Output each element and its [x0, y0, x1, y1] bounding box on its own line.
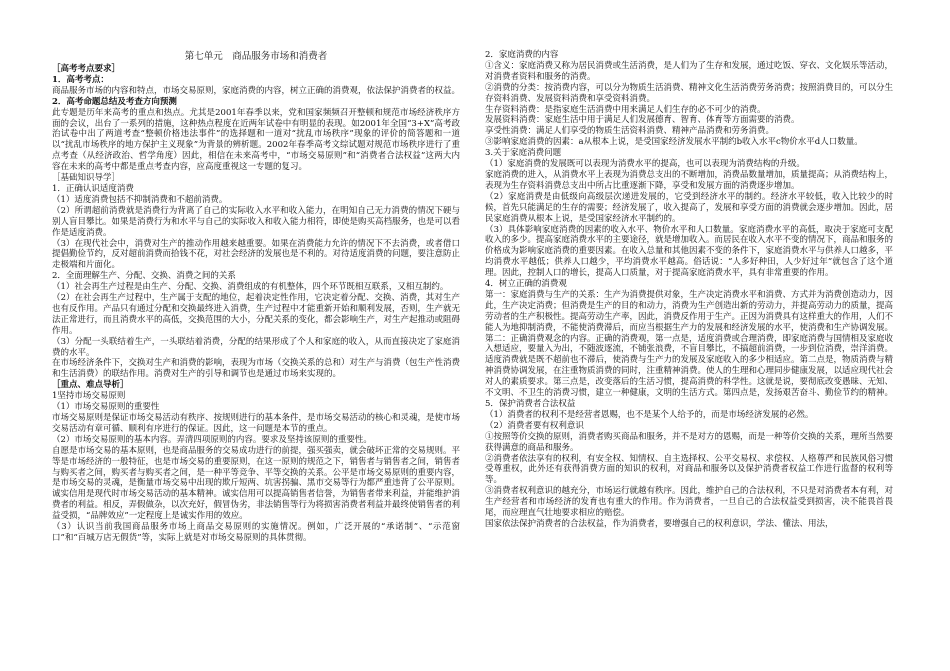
right-paragraph: 家庭消费的进入，从消费水平上表现为消费总支出的不断增加，消费品数量增加，质量提高；从消费结构上，表现为生存资料消费总支出中所占比重逐渐下降，享受和发展方面的消费逐步增加。 — [485, 169, 894, 191]
right-paragraph: 生存资料消费：是指家庭生活消费中用来满足人们生存的必不可少的消费。 — [485, 104, 766, 115]
right-paragraph: 第一：家庭消费与生产的关系：生产为消费提供对象，生产决定消费水平和消费、方式并为消费创造动力，因此，生产决定消费；但消费是生产的目的和动力，消费为生产创造出新的劳动力，并提高劳动力的质量，提高劳动者的生产积极性。提高劳动生产率，因此，消费反作用于生产。正因为消费具有这样重大的作用，人们不能人为地抑制消费，不能使消费滞后，而应当根据生产力的发展和经济发展的水平，使消费和生产协调发展。 — [485, 289, 894, 333]
right-paragraph: 发展资料消费：家庭生活中用于满足人们发展德育、智育、体育等方面需要的消费。 — [485, 115, 800, 126]
right-paragraph: （1）消费者的权利不是经营者恩赐，也不是某个人给予的，而是市场经济发展的必然。 — [485, 409, 814, 420]
left-paragraph: （3）分配一头联结着生产，一头联结着消费，分配的结果形成了个人和家庭的收入，从而直接决定了家庭消费的水平。 — [52, 336, 460, 358]
left-paragraph: （2）在社会再生产过程中，生产属于支配的地位，起着决定性作用，它决定着分配、交换、消费，其对生产也有反作用。产品只有通过分配和交换最终进入消费，生产过程中才能重新开始和顺利发展，否则，生产就无法正常进行，而且消费水平的高低，交换范围的大小，分配关系的变化，都会影响生产，对生产起推动或阻碍作用。 — [52, 293, 461, 336]
left-paragraph: （2）市场交易原则的基本内容。弄清四项原则的内容。要求及坚持该原则的重要性。 — [52, 434, 372, 445]
page-title: 第七单元 商品服务市场和消费者 — [184, 51, 328, 62]
right-paragraph: （2）消费者要有权利意识 — [485, 420, 584, 431]
left-paragraph: 2．高考命题总结及考查方向预测 — [52, 96, 177, 107]
right-paragraph: （2）家庭消费是由低级向高级层次递进发展的，它受到经济水平的制约。经济水平较低，收入比较少的时候，首先只能满足的生存的需要；经济发展了，收入提高了，发展和享受方面的消费就会逐步增加。因此，居民家庭消费从根本上说，是受国家经济水平制约的。 — [485, 191, 894, 224]
right-paragraph: ③影响家庭消费的因素：a从根本上说，是受国家经济发展水平制约b收入水平c物价水平d人口数量。 — [485, 137, 863, 148]
right-paragraph: （3）具体影响家庭消费的因素的收入水平、物价水平和人口数量。家庭消费水平的高低，取决于家庭可支配收入的多少。提高家庭消费水平的主要途径，就是增加收入。而居民在收入水平不变的情况下，商品和服务的价格成为影响家庭消费的重要因素。在收入总量和其他因素不变的条件下，家庭消费水平与供养人口越多，平均消费水平越低；供养人口越少，平均消费水平越高。俗话说：“人多好种田，人少好过年”就包含了这个道理。因此，控制人口的增长，提高人口质量，对于提高家庭消费水平，具有非常重要的作用。 — [485, 224, 894, 279]
right-paragraph: ②消费者依法享有的权利，有安全权、知情权、自主选择权、公平交易权、求偿权、人格尊严和民族风俗习惯受尊重权，此外还有获得消费方面的知识的权利，对商品和服务以及保护消费者权益工作进行监督的权利等等。 — [485, 453, 894, 486]
right-paragraph: （1）家庭消费的发展既可以表现为消费水平的提高，也可以表现为消费结构的升级。 — [485, 159, 805, 170]
left-paragraph: 1坚持市场交易原则 — [52, 391, 126, 402]
left-paragraph: （1）适度消费包括不抑制消费和不超前消费。 — [52, 194, 228, 205]
left-paragraph: ［基础知识导学］ — [52, 173, 121, 184]
left-paragraph: （1）社会再生产过程是由生产、分配、交换、消费组成的有机整体，四个环节既相互联系，又相互制约。 — [52, 282, 449, 293]
left-paragraph: 商品服务市场的内容和特点，市场交易原则，家庭消费的内容，树立正确的消费观，依法保护消费者的权益。 — [52, 85, 461, 96]
right-paragraph: ①含义：家庭消费又称为居民消费或生活消费，是人们为了生存和发展，通过吃饭、穿衣、文化娱乐等活动，对消费者资料和服务的消费。 — [485, 60, 894, 82]
left-paragraph: （3）认识当前我国商品服务市场上商品交易原则的实施情况。例如，广泛开展的“承诺制”、“示范窗口”和“百城万店无假货”等，实际上就是对市场交易原则的具体贯彻。 — [52, 522, 460, 543]
left-paragraph: 1．高考考点： — [52, 74, 109, 85]
left-paragraph: （2）所谓超前消费就是消费行为背离了自己的实际收入水平和收入能力，在明知自己无力消费的情况下硬与别人盲目攀比。如果是消费行为和水平与自己的实际收入和收入能力相符，即使是购买高档服务，也是可以看作是适度消费。 — [52, 205, 461, 238]
right-column — [485, 50, 893, 530]
left-paragraph: 自愿是市场交易的基本原则，也是商品服务的交易成功进行的前提，强买强卖，就会破坏正常的交易规则。平等是市场经济的一般特征，也是市场交易的重要原则，在这一原则的规范之下，销售者与销售者之间，销售者与购买者之间，购买者与购买者之间，是一种平等竞争、平等交换的关系。公平是市场交易原则的重要内容，是市场交易的灵魂，是衡量市场交易中出现的欺斤短两、坑害拐骗、黑市交易等行为都严重违背了公平原则。诚实信用是现代时市场交易活动的基本精神。诚实信用可以提高销售者信誉，为销售者带来利益，并能维护消费者的利益。相反，弄假做杂，以次充好，假冒伪劣，非法销售等行为将损害消费者利益并最终使销售者的利益受损，“品牌效应”一定程度上是诚实作用的效应。 — [52, 445, 461, 522]
left-paragraph: 1．正确认识适度消费 — [52, 183, 134, 194]
left-paragraph: （3）在现代社会中，消费对生产的推动作用越来越重要。如果在消费能力允许的情况下不去消费，或者借口提倡勤俭节约，反对超前消费而拾钱不花，对社会经济的发展也是不利的。对待适度消费的问题，要注意防止走极端和片面化。 — [52, 238, 461, 271]
left-paragraph: 2．全面理解生产、分配、交换、消费之间的关系 — [52, 271, 236, 282]
left-paragraph: （1）市场交易原则的重要性 — [52, 402, 160, 413]
right-paragraph: ③消费者权利意识的越充分，市场运行就越有秩序。因此，维护自己的合法权利，不只是对消费者本有利，对生产经营者和市场经济的发育也有重大的作用。作为消费者，一旦自己的合法权益受到损害，决不能畏首畏尾，而应理直气壮地要求相应的赔偿。 — [485, 486, 894, 519]
left-paragraph: 市场交易原则是保证市场交易活动有秩序、按规则进行的基本条件，是市场交易活动的核心和灵魂，是使市场交易活动有章可循、顺利有序进行的保证。因此，这一问题是本节的重点。 — [52, 413, 461, 434]
left-paragraph: ［高考考点要求］ — [52, 64, 121, 74]
right-paragraph: 4．树立正确的消费观 — [485, 279, 567, 290]
right-paragraph: 5．保护消费者合法权益 — [485, 399, 576, 409]
right-paragraph: ②消费的分类：按消费内容，可以分为物质生活消费、精神文化生活消费劳务消费；按照消费目的，可以分生存资料消费、发展资料消费和享受资料消费。 — [485, 82, 894, 104]
right-paragraph: 2．家庭消费的内容 — [485, 50, 559, 60]
left-paragraph: 此专题是历年来高考的重点和热点。尤其是2001年春季以来，党和国家频频召开整顿和规范市场经济秩序方面的会议，出台了一系列的措施，这种热点程度在近两年试卷中有明显的表现。如2001年全国“3+X”高考政治试卷中出了两道考查“整顿价格违法事件”的选择题和一道对“扰乱市场秩序”现象的评价的简答题和一道以“扰乱市场秩序的地方保护主义现象”为背景的辨析题。2002年春季高考文综试题对规范市场秩序进行了重点考查（从经济政治、哲学角度）因此，相信在未来高考中，“市场交易原则”和“消费者合法权益”这两大内容在未来的高考中都是重点考查内容，应高度重视这一专题的复习。 — [52, 107, 460, 173]
right-paragraph: 国家依法保护消费者的合法权益，作为消费者，要增强自己的权利意识，学法、懂法、用法， — [485, 518, 834, 529]
right-paragraph: 享受性消费：满足人们享受的物质生活资料消费、精神产品消费和劳务消费。 — [485, 126, 775, 137]
right-paragraph: 第二：正确消费观念的内容。正确的消费观，第一点是，适度消费或合理消费，即家庭消费与国情相及家庭收入想适应，要量入为出，不随波逐流，不铺张浪费，不盲目攀比，不搞超前消费，一步到位消费，崇洋消费。适度消费就是既不超前也不滞后，使消费与生产力的发展及家庭收入的多少相适应。第二点是，物质消费与精神消费协调发展，在注重物质消费的同时，注重精神消费。使人的生理和心理同步健康发展，以适应现代社会对人的素质要求。第三点是，改变落后的生活习惯，提高消费的科学性。这就是说，要彻底改变愚昧、无知、不文明、不卫生的消费习惯，建立一种健康，文明的生活方式。第四点是，发扬艰苦奋斗、勤俭节约的精神。 — [485, 333, 894, 399]
left-paragraph: ［重点、难点导析］ — [52, 380, 129, 391]
right-paragraph: 3.关于家庭消费问题 — [485, 148, 562, 159]
right-paragraph: ①按照等价交换的原则，消费者购买商品和服务，并不是对方的恩赐，而是一种等价交换的关系，理所当然要获得满意的商品和服务。 — [485, 431, 894, 453]
left-column — [52, 50, 460, 544]
left-paragraph: 在市场经济条件下，交换对生产和消费的影响，表现为市场（交换关系的总和）对生产与消费（包生产性消费和生活消费）的联结作用。消费对生产的引导和调节也是通过市场来实现的。 — [52, 358, 461, 380]
